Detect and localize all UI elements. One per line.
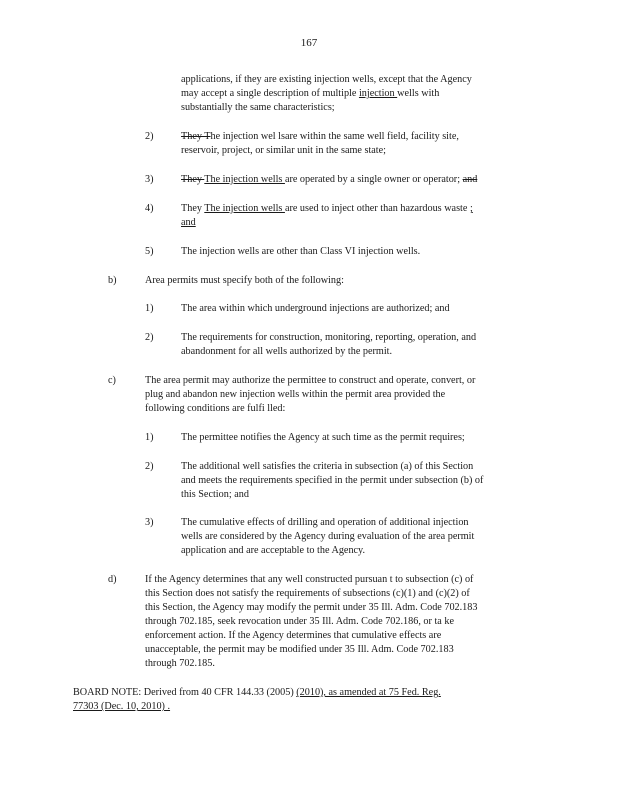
item-number: 1) xyxy=(145,303,154,314)
item-number: 4) xyxy=(145,203,154,214)
subsection-label: c) xyxy=(108,375,116,386)
item-number: 2) xyxy=(145,461,154,472)
paragraph-line: They The injection wells are operated by a single owner or operator; and xyxy=(181,174,478,185)
paragraph-line: The permittee notifies the Agency at such time as the permit requires; xyxy=(181,432,465,443)
item-number: 5) xyxy=(145,246,154,257)
paragraph-line: through 702.185. xyxy=(145,658,215,669)
paragraph-line: wells are considered by the Agency during evaluation of the area permit xyxy=(181,531,475,542)
item-number: 3) xyxy=(145,174,154,185)
paragraph-line: and meets the requirements specified in the permit under subsection (b) of xyxy=(181,475,484,486)
paragraph-line: applications, if they are existing injection wells, except that the Agency xyxy=(181,74,472,85)
page-number: 167 xyxy=(300,37,318,49)
paragraph-line: may accept a single description of multiple injection wells with xyxy=(181,88,440,99)
paragraph-line: plug and abandon new injection wells within the permit area provided the xyxy=(145,389,446,400)
paragraph-line: The cumulative effects of drilling and operation of additional injection xyxy=(181,517,469,528)
paragraph-line: The injection wells are other than Class VI injection wells. xyxy=(181,246,421,257)
paragraph-line: substantially the same characteristics; xyxy=(181,102,335,113)
item-number: 2) xyxy=(145,332,154,343)
paragraph-line: through 702.185, seek revocation under 35 Ill. Adm. Code 702.186, or ta ke xyxy=(145,616,454,627)
subsection-label: d) xyxy=(108,574,117,585)
paragraph-line: Area permits must specify both of the following: xyxy=(145,275,344,286)
item-number: 3) xyxy=(145,517,154,528)
paragraph-line: application and are acceptable to the Agency. xyxy=(181,545,366,556)
board-note-line: BOARD NOTE: Derived from 40 CFR 144.33 (2005) (2010), as amended at 75 Fed. Reg. xyxy=(73,687,441,698)
item-number: 2) xyxy=(145,131,154,142)
paragraph-line: abandonment for all wells authorized by the permit. xyxy=(181,346,393,357)
paragraph-line: enforcement action. If the Agency determines that cumulative effects are xyxy=(145,630,442,641)
paragraph-line: They The injection wel lsare within the same well field, facility site, xyxy=(181,131,459,142)
paragraph-line: and xyxy=(181,217,196,228)
paragraph-line: The requirements for construction, monitoring, reporting, operation, and xyxy=(181,332,477,343)
subsection-label: b) xyxy=(108,275,117,286)
paragraph-line: The area within which underground injections are authorized; and xyxy=(181,303,450,314)
paragraph-line: following conditions are fulfi lled: xyxy=(145,403,286,414)
paragraph-line: The area permit may authorize the permittee to construct and operate, convert, or xyxy=(145,375,476,386)
item-number: 1) xyxy=(145,432,154,443)
paragraph-line: this Section does not satisfy the requirements of subsections (c)(1) and (c)(2) of xyxy=(145,588,470,599)
paragraph-line: this Section, the Agency may modify the permit under 35 Ill. Adm. Code 702.183 xyxy=(145,602,478,613)
board-note-line: 77303 (Dec. 10, 2010) . xyxy=(73,701,171,712)
paragraph-line: They The injection wells are used to inject other than hazardous waste ; xyxy=(181,203,473,214)
paragraph-line: If the Agency determines that any well constructed pursuan t to subsection (c) of xyxy=(145,574,474,585)
paragraph-line: The additional well satisfies the criteria in subsection (a) of this Section xyxy=(181,461,474,472)
paragraph-line: reservoir, project, or similar unit in the same state; xyxy=(181,145,386,156)
paragraph-line: unacceptable, the permit may be modified under 35 Ill. Adm. Code 702.183 xyxy=(145,644,454,655)
paragraph-line: this Section; and xyxy=(181,489,249,500)
